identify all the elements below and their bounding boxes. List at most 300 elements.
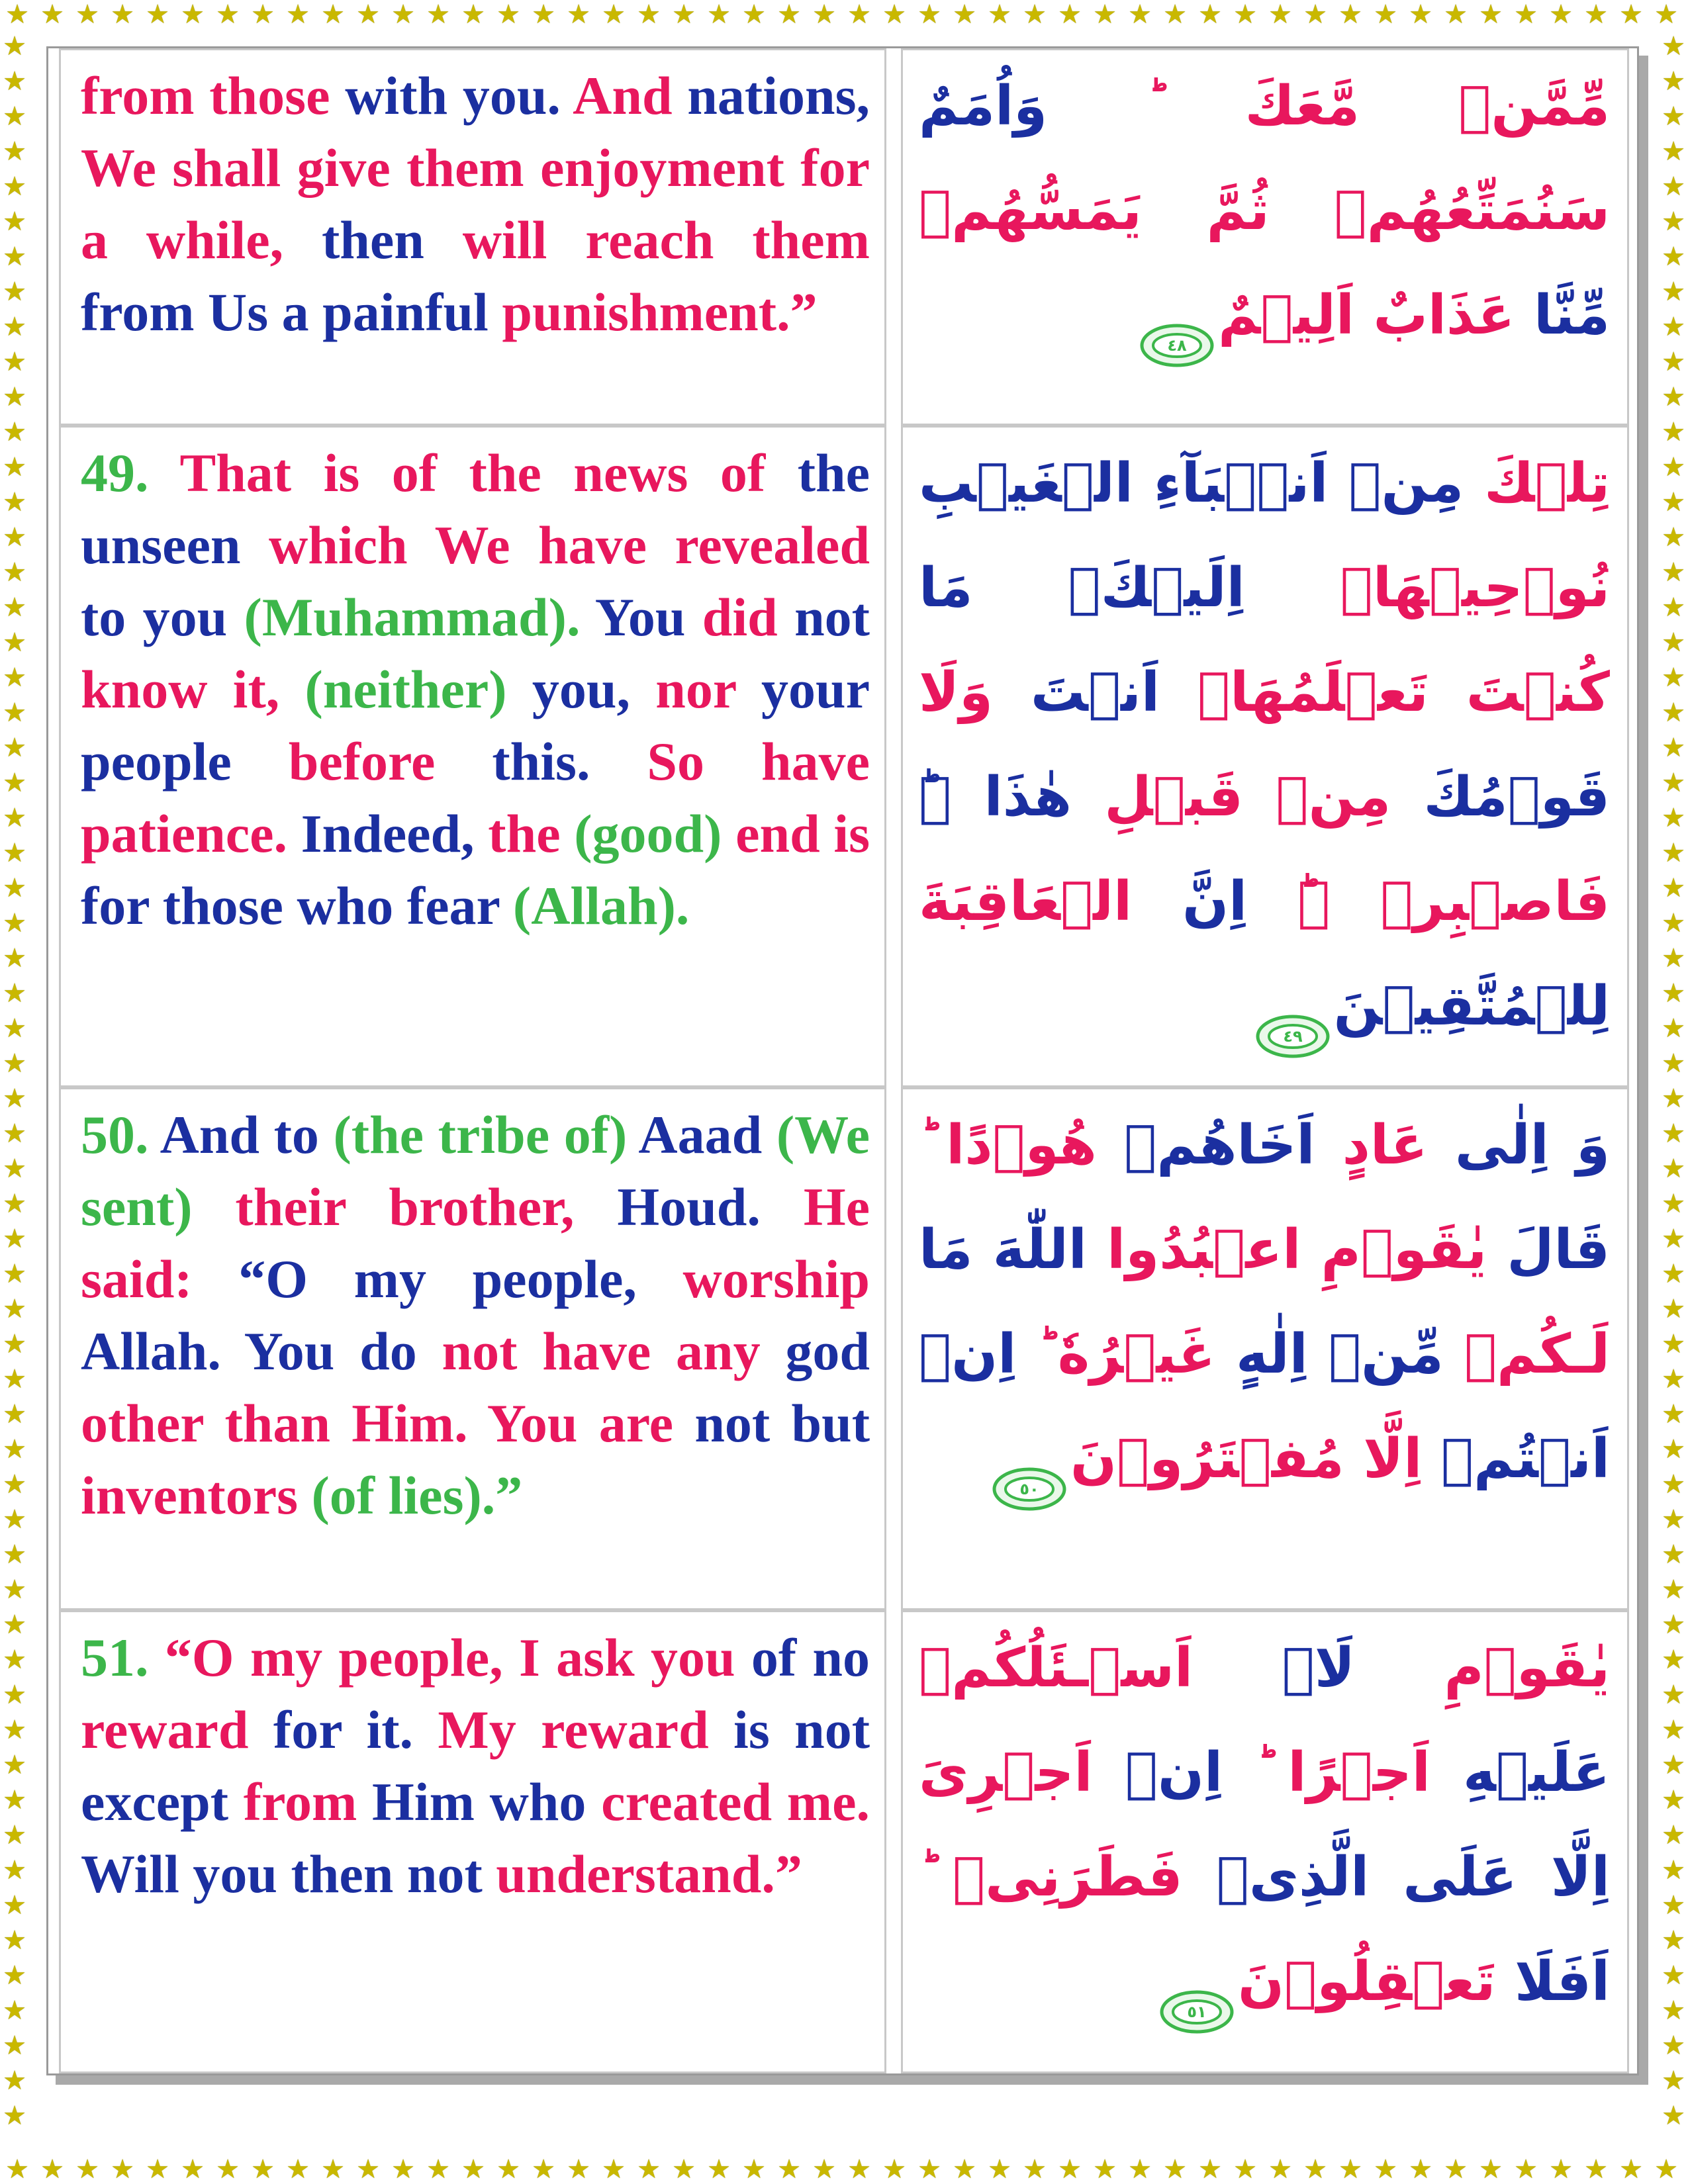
ayah-number: ٥٠ — [1019, 1479, 1039, 1498]
star-border-left — [0, 29, 29, 2155]
star-icon: ★ — [40, 0, 65, 29]
arabic-cell — [901, 426, 1629, 1087]
star-icon: ★ — [3, 312, 26, 342]
star-icon: ★ — [3, 452, 26, 482]
text-run: (the tribe of) — [333, 1105, 639, 1165]
star-icon: ★ — [1662, 1364, 1685, 1394]
star-icon: ★ — [1662, 242, 1685, 272]
text-run: of no — [751, 1627, 870, 1688]
text-run: other than Him. You are — [81, 1393, 695, 1453]
text-run: Houd. — [617, 1177, 804, 1237]
star-icon: ★ — [1662, 1785, 1685, 1815]
star-icon: ★ — [391, 2155, 416, 2184]
text-run: which — [269, 515, 435, 575]
text-run: قَالَ — [1487, 1218, 1610, 1281]
star-icon: ★ — [1268, 2155, 1293, 2184]
text-run: You — [594, 587, 702, 647]
star-icon: ★ — [1662, 1995, 1685, 2026]
text-run: know it, — [81, 659, 305, 719]
star-icon: ★ — [496, 2155, 521, 2184]
star-icon: ★ — [3, 1925, 26, 1956]
star-icon: ★ — [1662, 662, 1685, 693]
text-run: اِلَيۡكَ‌ۚ مَا — [919, 557, 1245, 619]
star-icon: ★ — [1662, 1925, 1685, 1956]
text-run: Allah. — [81, 1321, 244, 1381]
star-icon: ★ — [1662, 171, 1685, 202]
text-run: اِلَّا مُفۡتَرُوۡنَ — [1070, 1428, 1423, 1490]
text-run: تِلۡكَ — [1464, 452, 1610, 515]
text-run: عَذَابٌ اَلِيۡمٌ — [1218, 284, 1515, 347]
star-icon: ★ — [3, 1364, 26, 1394]
star-icon: ★ — [1662, 1434, 1685, 1465]
english-translation — [81, 60, 870, 348]
star-icon: ★ — [953, 0, 977, 29]
text-run: their — [235, 1177, 389, 1237]
star-icon: ★ — [426, 2155, 451, 2184]
star-icon: ★ — [3, 1399, 26, 1430]
star-icon: ★ — [3, 1539, 26, 1570]
text-run: “O my people, I ask — [164, 1627, 651, 1688]
text-run: from — [243, 1772, 373, 1832]
ayah-number-marker — [1256, 988, 1330, 1046]
star-icon: ★ — [3, 277, 26, 307]
text-run: اِنۡ اَنۡتُمۡ — [919, 1323, 1610, 1490]
star-icon: ★ — [1619, 2155, 1644, 2184]
text-run: end is — [735, 803, 870, 864]
star-icon: ★ — [1374, 2155, 1398, 2184]
star-icon: ★ — [602, 0, 626, 29]
star-icon: ★ — [1662, 733, 1685, 763]
star-icon: ★ — [1662, 1820, 1685, 1850]
star-icon: ★ — [1662, 136, 1685, 167]
star-icon: ★ — [391, 0, 416, 29]
star-icon: ★ — [1163, 2155, 1188, 2184]
star-icon: ★ — [146, 2155, 170, 2184]
star-icon: ★ — [111, 0, 135, 29]
star-icon: ★ — [286, 0, 310, 29]
star-icon: ★ — [3, 1574, 26, 1605]
star-icon: ★ — [1662, 592, 1685, 623]
text-run: مِّنۡ اِلٰهٍ — [1215, 1323, 1444, 1386]
text-run: will reach them — [462, 210, 870, 270]
text-run: مِّمَّنۡ مَّعَكَ‌ ؕ — [1047, 75, 1610, 138]
star-icon: ★ — [1479, 2155, 1503, 2184]
star-icon: ★ — [3, 838, 26, 868]
star-icon: ★ — [5, 0, 30, 29]
star-icon: ★ — [1662, 557, 1685, 588]
text-run: nations, — [687, 66, 870, 126]
star-icon: ★ — [3, 417, 26, 447]
star-icon: ★ — [3, 206, 26, 237]
star-icon: ★ — [672, 0, 696, 29]
text-run: قَوۡمُكَ — [1391, 766, 1610, 829]
star-icon: ★ — [3, 347, 26, 377]
star-icon: ★ — [251, 2155, 275, 2184]
star-icon: ★ — [216, 0, 240, 29]
star-icon: ★ — [3, 1890, 26, 1921]
star-icon: ★ — [3, 1434, 26, 1465]
star-icon: ★ — [356, 0, 381, 29]
star-icon: ★ — [461, 2155, 486, 2184]
star-icon: ★ — [847, 2155, 872, 2184]
star-icon: ★ — [602, 2155, 626, 2184]
star-icon: ★ — [672, 2155, 696, 2184]
arabic-verse — [919, 432, 1610, 1059]
star-icon: ★ — [988, 0, 1012, 29]
star-icon: ★ — [1093, 0, 1117, 29]
star-icon: ★ — [1662, 1154, 1685, 1184]
star-icon: ★ — [742, 0, 767, 29]
star-icon: ★ — [3, 1189, 26, 1219]
text-run: punishment.” — [502, 282, 818, 342]
star-icon: ★ — [1549, 2155, 1573, 2184]
star-icon: ★ — [1662, 2030, 1685, 2061]
star-icon: ★ — [777, 2155, 802, 2184]
text-run: My reward — [438, 1700, 734, 1760]
text-run: “O — [238, 1249, 354, 1309]
star-icon: ★ — [356, 2155, 381, 2184]
star-icon: ★ — [567, 2155, 591, 2184]
text-run: brother, — [389, 1177, 618, 1237]
text-run: اَفَلَا — [1495, 1950, 1610, 2013]
text-run: inventors — [81, 1465, 312, 1525]
star-icon: ★ — [1444, 0, 1468, 29]
text-run: you, — [532, 659, 656, 719]
star-icon: ★ — [1619, 0, 1644, 29]
arabic-cell — [901, 1087, 1629, 1610]
text-run: يَمَسُّهُمۡ — [919, 179, 1142, 242]
star-icon: ★ — [882, 2155, 907, 2184]
star-icon: ★ — [461, 0, 486, 29]
text-run: مِنۡ قَبۡلِ — [1071, 766, 1391, 829]
text-run: not but — [694, 1393, 870, 1453]
star-icon: ★ — [3, 733, 26, 763]
star-icon: ★ — [3, 1013, 26, 1044]
english-cell — [59, 426, 886, 1087]
text-run: سَنُمَتِّعُهُمۡ ثُمَّ — [1141, 179, 1610, 242]
star-icon: ★ — [3, 908, 26, 938]
star-icon: ★ — [3, 2066, 26, 2096]
text-run: مِّنَّا — [1515, 284, 1610, 347]
verse-row-51 — [48, 1610, 1637, 2073]
text-run: مِنۡ اَنۡۢبَآءِ الۡغَيۡبِ — [919, 452, 1464, 515]
text-run: عَادٍ — [1315, 1114, 1428, 1177]
star-icon: ★ — [75, 2155, 100, 2184]
arabic-cell — [901, 1610, 1629, 2073]
english-translation — [81, 1621, 870, 1910]
star-icon: ★ — [3, 2030, 26, 2061]
star-icon: ★ — [1662, 66, 1685, 97]
star-icon: ★ — [1662, 1013, 1685, 1044]
star-icon: ★ — [181, 2155, 205, 2184]
text-run: اِنۡ — [1092, 1741, 1223, 1804]
star-icon: ★ — [1662, 768, 1685, 798]
star-icon: ★ — [1128, 2155, 1152, 2184]
text-run: يٰقَوۡمِ — [1354, 1637, 1610, 1700]
text-run: فَطَرَنِىۡ‌ ؕ — [919, 1846, 1183, 1909]
text-run: for it. — [273, 1700, 438, 1760]
text-run: كُنۡتَ تَعۡلَمُهَاۤ — [1159, 661, 1610, 724]
star-icon: ★ — [321, 2155, 346, 2184]
text-run: understand.” — [496, 1844, 802, 1904]
star-icon: ★ — [567, 0, 591, 29]
text-run: He said: — [81, 1177, 870, 1309]
ayah-number-marker — [1160, 1964, 1234, 2021]
star-icon: ★ — [426, 0, 451, 29]
star-border-right — [1659, 29, 1688, 2155]
star-icon: ★ — [3, 1294, 26, 1324]
star-icon: ★ — [707, 0, 731, 29]
star-icon: ★ — [1662, 347, 1685, 377]
text-run: لِلۡمُتَّقِيۡنَ — [1333, 975, 1610, 1038]
star-icon: ★ — [1662, 1645, 1685, 1675]
star-icon: ★ — [181, 0, 205, 29]
text-run: غَيۡرُهٗ ‌ؕ — [1016, 1323, 1215, 1386]
star-icon: ★ — [1662, 1189, 1685, 1219]
english-translation — [81, 437, 870, 942]
star-icon: ★ — [3, 2101, 26, 2131]
star-icon: ★ — [1409, 0, 1433, 29]
star-icon: ★ — [1662, 1469, 1685, 1500]
star-icon: ★ — [1662, 312, 1685, 342]
text-run: Indeed, — [301, 803, 489, 864]
star-icon: ★ — [3, 1118, 26, 1149]
star-icon: ★ — [1662, 1294, 1685, 1324]
text-run: اَجۡرِىَ — [919, 1741, 1093, 1804]
text-run: then — [322, 210, 463, 270]
star-border-top — [0, 0, 1688, 29]
star-icon: ★ — [251, 0, 275, 29]
arabic-cell — [901, 48, 1629, 426]
text-run: And — [573, 66, 688, 126]
text-run: reward — [81, 1700, 273, 1760]
arabic-verse — [919, 1093, 1610, 1512]
text-run: We shall give them — [81, 138, 541, 198]
star-icon: ★ — [1662, 1329, 1685, 1359]
text-run: We have revealed — [434, 515, 870, 575]
star-icon: ★ — [3, 1083, 26, 1114]
text-run: painful — [322, 282, 502, 342]
text-run: So — [647, 731, 761, 792]
star-icon: ★ — [777, 0, 802, 29]
star-icon: ★ — [1662, 1224, 1685, 1254]
star-icon: ★ — [3, 1048, 26, 1079]
text-run: news of — [573, 443, 798, 503]
star-icon: ★ — [882, 0, 907, 29]
text-run: اِلَّا عَلَى الَّذِىۡ — [1182, 1846, 1610, 1909]
star-icon: ★ — [3, 1820, 26, 1850]
star-icon: ★ — [1662, 1048, 1685, 1079]
star-icon: ★ — [1662, 1118, 1685, 1149]
text-run: the — [488, 803, 575, 864]
star-icon: ★ — [1662, 908, 1685, 938]
star-icon: ★ — [1409, 2155, 1433, 2184]
star-icon: ★ — [1662, 1960, 1685, 1991]
star-icon: ★ — [111, 2155, 135, 2184]
star-icon: ★ — [637, 0, 661, 29]
ayah-number: ٤٨ — [1167, 336, 1187, 355]
text-run: لَـكُمۡ — [1443, 1323, 1610, 1386]
star-icon: ★ — [3, 627, 26, 658]
star-icon: ★ — [1662, 206, 1685, 237]
text-run: god — [785, 1321, 870, 1381]
star-icon: ★ — [3, 382, 26, 412]
star-icon: ★ — [1662, 1855, 1685, 1886]
text-run: nor — [655, 659, 761, 719]
text-run: هٰذَا‌ ۛؕ — [919, 766, 1072, 829]
star-icon: ★ — [1662, 1504, 1685, 1535]
star-icon: ★ — [1514, 2155, 1538, 2184]
star-icon: ★ — [953, 2155, 977, 2184]
star-icon: ★ — [3, 1329, 26, 1359]
star-icon: ★ — [1662, 1574, 1685, 1605]
text-run: from Us a — [81, 282, 323, 342]
star-icon: ★ — [917, 2155, 942, 2184]
star-icon: ★ — [1023, 2155, 1047, 2184]
star-icon: ★ — [1338, 0, 1363, 29]
text-run: Will you then not — [81, 1844, 496, 1904]
text-run: Him who — [372, 1772, 602, 1832]
text-run: fear — [406, 876, 513, 936]
star-icon: ★ — [1662, 803, 1685, 833]
star-icon: ★ — [1023, 0, 1047, 29]
text-run: 49. — [81, 443, 180, 503]
star-icon: ★ — [3, 522, 26, 553]
star-icon: ★ — [1662, 698, 1685, 728]
star-icon: ★ — [1479, 0, 1503, 29]
star-icon: ★ — [216, 2155, 240, 2184]
text-run: وَاُمَمٌ — [919, 75, 1048, 138]
star-icon: ★ — [1662, 1680, 1685, 1710]
star-icon: ★ — [1662, 1610, 1685, 1640]
text-run: to you — [81, 587, 244, 647]
verse-row-49 — [48, 426, 1637, 1087]
text-run: اللّٰهَ مَا — [919, 1218, 1087, 1281]
star-icon: ★ — [3, 768, 26, 798]
star-icon: ★ — [3, 171, 26, 202]
text-run: worship — [682, 1249, 870, 1309]
star-icon: ★ — [1662, 487, 1685, 518]
star-icon: ★ — [1233, 0, 1258, 29]
arabic-verse — [919, 54, 1610, 368]
text-run: وَلَا — [919, 661, 994, 724]
star-icon: ★ — [3, 1715, 26, 1745]
star-icon: ★ — [1662, 627, 1685, 658]
star-icon: ★ — [742, 2155, 767, 2184]
star-icon: ★ — [532, 2155, 556, 2184]
text-run: (We sent) — [81, 1105, 870, 1237]
star-icon: ★ — [3, 943, 26, 974]
star-icon: ★ — [1514, 0, 1538, 29]
star-icon: ★ — [1662, 101, 1685, 132]
text-run: اعۡبُدُوا — [1086, 1218, 1301, 1281]
star-icon: ★ — [3, 698, 26, 728]
star-icon: ★ — [1662, 873, 1685, 903]
star-icon: ★ — [1303, 2155, 1328, 2184]
text-run: الۡعَاقِبَةَ — [919, 870, 1133, 933]
text-run: That is of the — [179, 443, 574, 503]
star-icon: ★ — [1058, 0, 1082, 29]
english-translation — [81, 1099, 870, 1531]
star-icon: ★ — [1662, 1750, 1685, 1780]
star-icon: ★ — [3, 1680, 26, 1710]
star-icon: ★ — [1338, 2155, 1363, 2184]
star-icon: ★ — [3, 1855, 26, 1886]
text-run: (Allah). — [512, 876, 690, 936]
text-run: نُوۡحِيۡهَاۤ — [1244, 557, 1610, 619]
star-icon: ★ — [3, 242, 26, 272]
star-icon: ★ — [1662, 522, 1685, 553]
text-run: عَلَيۡهِ — [1430, 1741, 1610, 1804]
star-icon: ★ — [286, 2155, 310, 2184]
text-run: You do — [244, 1321, 442, 1381]
verse-row-48 — [48, 48, 1637, 426]
text-run: (neither) — [305, 659, 532, 719]
english-cell — [59, 1087, 886, 1610]
text-run: before — [288, 731, 492, 792]
star-icon: ★ — [637, 2155, 661, 2184]
text-run: 51. — [81, 1627, 165, 1688]
star-icon: ★ — [1233, 2155, 1258, 2184]
star-icon: ★ — [1374, 0, 1398, 29]
english-cell — [59, 48, 886, 426]
star-icon: ★ — [1444, 2155, 1468, 2184]
star-icon: ★ — [3, 136, 26, 167]
star-icon: ★ — [917, 0, 942, 29]
star-icon: ★ — [3, 1995, 26, 2026]
text-run: this. — [492, 731, 647, 792]
star-icon: ★ — [3, 592, 26, 623]
star-icon: ★ — [1584, 2155, 1609, 2184]
star-icon: ★ — [1303, 0, 1328, 29]
ayah-number-marker — [992, 1441, 1066, 1498]
ayah-number: ٥١ — [1187, 2002, 1207, 2021]
text-run: created — [601, 1772, 787, 1832]
arabic-verse — [919, 1616, 1610, 2034]
text-run: you — [650, 1627, 751, 1688]
text-run: me. — [786, 1772, 870, 1832]
text-run: is not except — [81, 1700, 870, 1832]
text-run: اِنَّ — [1132, 870, 1248, 933]
star-icon: ★ — [3, 31, 26, 62]
star-icon: ★ — [1654, 2155, 1679, 2184]
ayah-number: ٤٩ — [1282, 1026, 1303, 1046]
text-run: your people — [81, 659, 870, 792]
star-icon: ★ — [1058, 2155, 1082, 2184]
star-icon: ★ — [1662, 277, 1685, 307]
text-run: وَ اِلٰى — [1427, 1114, 1610, 1177]
star-icon: ★ — [1662, 1259, 1685, 1289]
text-run: not have any — [442, 1321, 786, 1381]
star-icon: ★ — [1128, 0, 1152, 29]
star-icon: ★ — [1584, 0, 1609, 29]
star-icon: ★ — [3, 662, 26, 693]
star-icon: ★ — [3, 1154, 26, 1184]
verse-row-50 — [48, 1087, 1637, 1610]
star-icon: ★ — [1662, 1399, 1685, 1430]
star-icon: ★ — [1268, 0, 1293, 29]
star-icon: ★ — [1198, 2155, 1223, 2184]
text-run: enjoyment for a while, — [81, 138, 870, 270]
star-icon: ★ — [496, 0, 521, 29]
text-run: اَنۡتَ — [993, 661, 1160, 724]
english-cell — [59, 1610, 886, 2073]
text-run: (Muhammad). — [244, 587, 595, 647]
text-run: اَخَاهُمۡ — [1096, 1114, 1315, 1177]
star-icon: ★ — [1662, 382, 1685, 412]
text-run: the unseen — [81, 443, 870, 575]
star-icon: ★ — [1662, 417, 1685, 447]
